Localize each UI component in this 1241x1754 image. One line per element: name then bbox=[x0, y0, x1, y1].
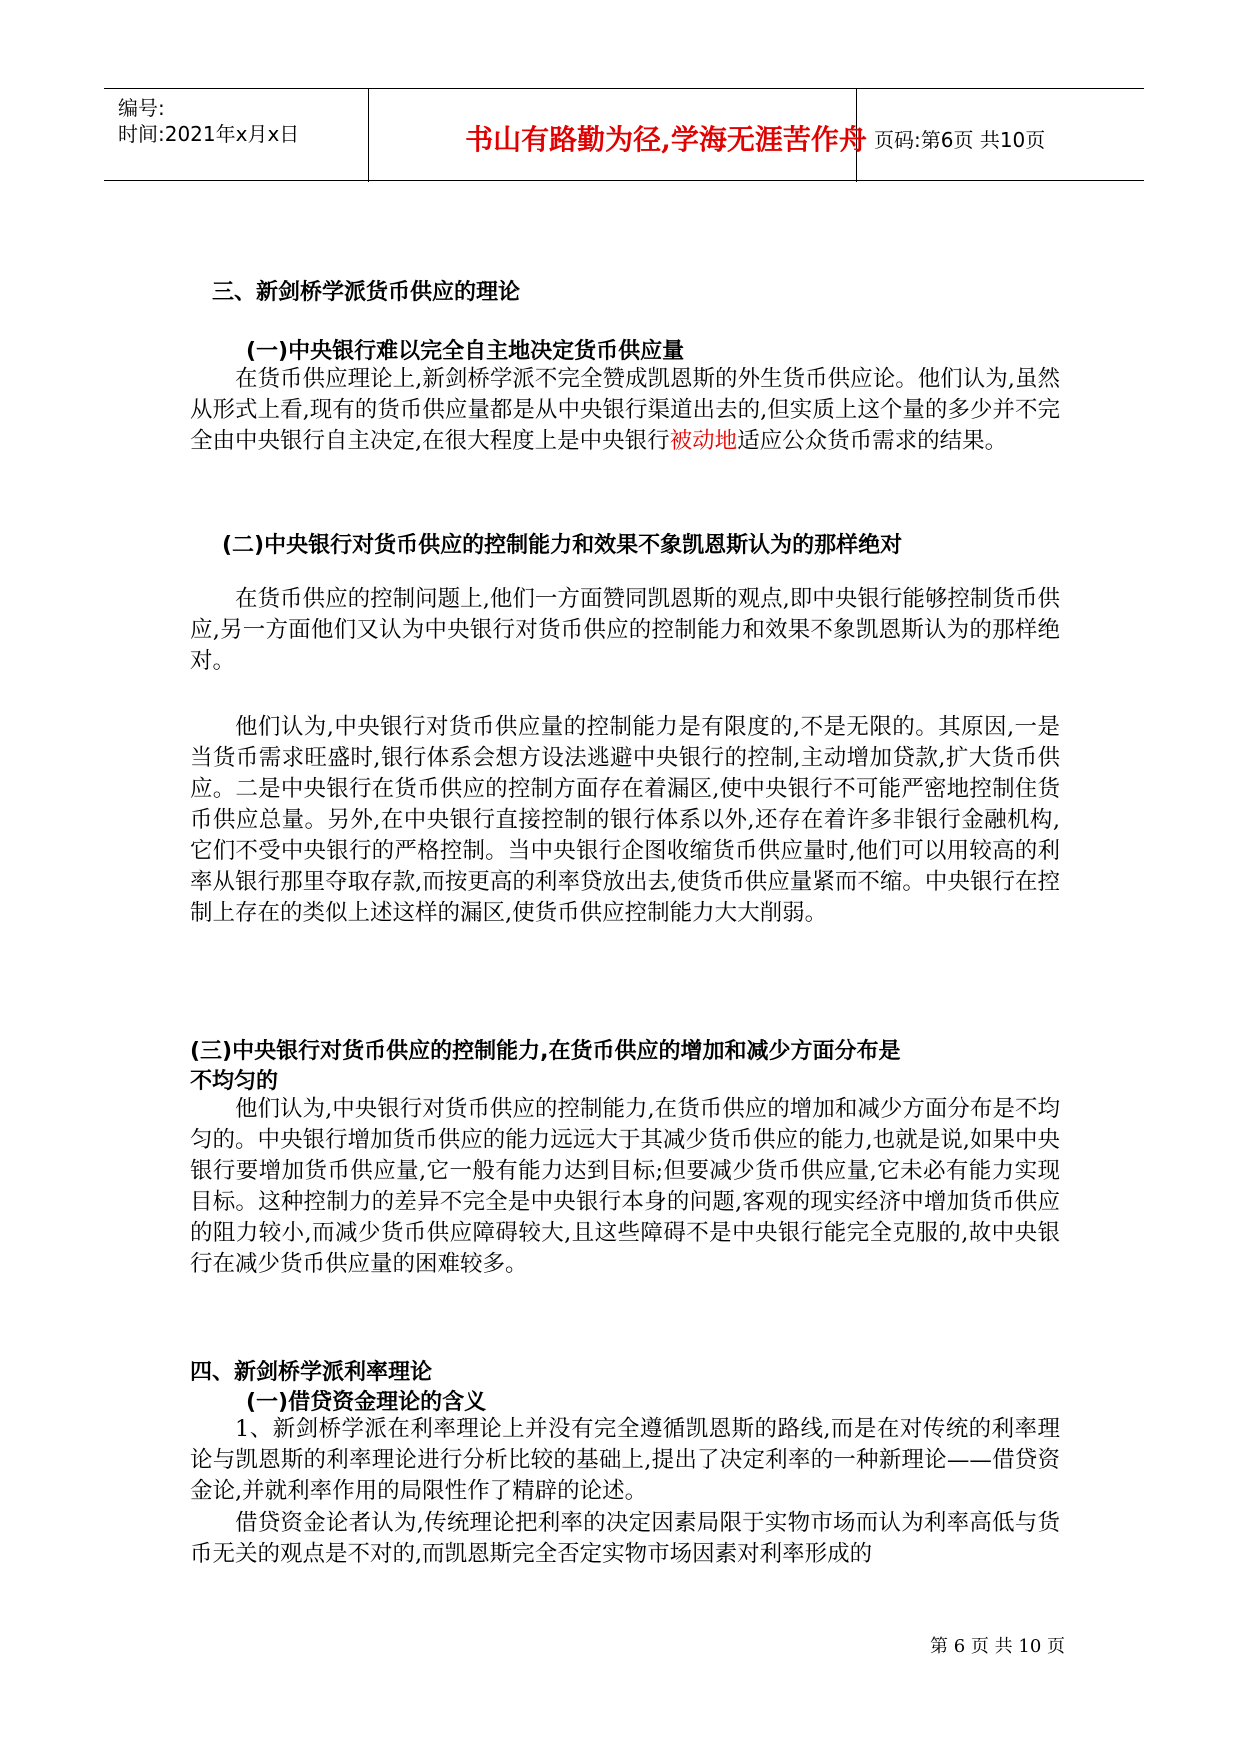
section-3-1-title: (一)中央银行难以完全自主地决定货币供应量 bbox=[246, 339, 685, 364]
header-top-rule bbox=[104, 88, 1144, 89]
header-page-label: 页码:第6页 共10页 bbox=[874, 128, 1046, 152]
paragraph-3-4: 他们认为,中央银行对货币供应的控制能力,在货币供应的增加和减少方面分布是不均匀的。中央银行增加货币供应的能力远远大于其减少货币供应的能力,也就是说,如果中央银行要增加货币供应量,它一般有能力达到目标;但要减少货币供应量,它未必有能力实现目标。这种控制力的差异不完全是中央银行本身的问题,客观的现实经济中增加货币供应的阻力较小,而减少货币供应障碍较大,且这些障碍不是中央银行能完全克服的,故中央银行在减少货币供应量的困难较多。 bbox=[190, 1096, 1060, 1277]
paragraph-3-1-end: 适应公众货币需求的结果。 bbox=[737, 428, 1008, 454]
section-3-3-title-line2: 不均匀的 bbox=[190, 1069, 279, 1094]
header-motto: 书山有路勤为径,学海无涯苦作舟 bbox=[465, 123, 867, 156]
header-number-label: 编号: bbox=[118, 96, 165, 120]
paragraph-3-1 bbox=[190, 364, 1060, 457]
paragraph-4-2: 借贷资金论者认为,传统理论把利率的决定因素局限于实物市场而认为利率高低与货币无关的观点是不对的,而凯恩斯完全否定实物市场因素对利率形成的 bbox=[190, 1510, 1060, 1567]
paragraph-3-3: 他们认为,中央银行对货币供应量的控制能力是有限度的,不是无限的。其原因,一是当货币需求旺盛时,银行体系会想方设法逃避中央银行的控制,主动增加贷款,扩大货币供应。二是中央银行在货币供应的控制方面存在着漏区,使中央银行不可能严密地控制住货币供应总量。另外,在中央银行直接控制的银行体系以外,还存在着许多非银行金融机构,它们不受中央银行的严格控制。当中央银行企图收缩货币供应量时,他们可以用较高的利率从银行那里夺取存款,而按更高的利率贷放出去,使货币供应量紧而不缩。中央银行在控制上存在的类似上述这样的漏区,使货币供应控制能力大大削弱。 bbox=[190, 714, 1060, 926]
section-3-title: 三、新剑桥学派货币供应的理论 bbox=[212, 280, 521, 305]
paragraph-3-2: 在货币供应的控制问题上,他们一方面赞同凯恩斯的观点,即中央银行能够控制货币供应,另一方面他们又认为中央银行对货币供应的控制能力和效果不象凯恩斯认为的那样绝对。 bbox=[190, 586, 1060, 674]
paragraph-3-1-highlight: 被动地 bbox=[669, 428, 738, 454]
header-divider-left bbox=[368, 88, 369, 182]
header-time-label: 时间:2021年x月x日 bbox=[118, 122, 300, 146]
paragraph-4-1: 1、新剑桥学派在利率理论上并没有完全遵循凯恩斯的路线,而是在对传统的利率理论与凯恩斯的利率理论进行分析比较的基础上,提出了决定利率的一种新理论——借贷资金论,并就利率作用的局限性作了精辟的论述。 bbox=[190, 1416, 1060, 1504]
section-3-3-title-line1: (三)中央银行对货币供应的控制能力,在货币供应的增加和减少方面分布是 bbox=[190, 1039, 901, 1064]
section-4-title: 四、新剑桥学派利率理论 bbox=[190, 1360, 433, 1385]
section-4-1-title: (一)借贷资金理论的含义 bbox=[246, 1390, 487, 1415]
header-bottom-rule bbox=[104, 180, 1144, 181]
section-3-2-title: (二)中央银行对货币供应的控制能力和效果不象凯恩斯认为的那样绝对 bbox=[222, 533, 903, 558]
page-footer: 第 6 页 共 10 页 bbox=[930, 1636, 1065, 1657]
paragraph-3-1-text: 在货币供应理论上,新剑桥学派不完全赞成凯恩斯的外生货币供应论。他们认为,虽然从形式上看,现有的货币供应量都是从中央银行渠道出去的,但实质上这个量的多少并不完全由中央银行自主决定,在很大程度上是中央银行 bbox=[190, 366, 1060, 454]
page-header bbox=[104, 88, 1144, 182]
